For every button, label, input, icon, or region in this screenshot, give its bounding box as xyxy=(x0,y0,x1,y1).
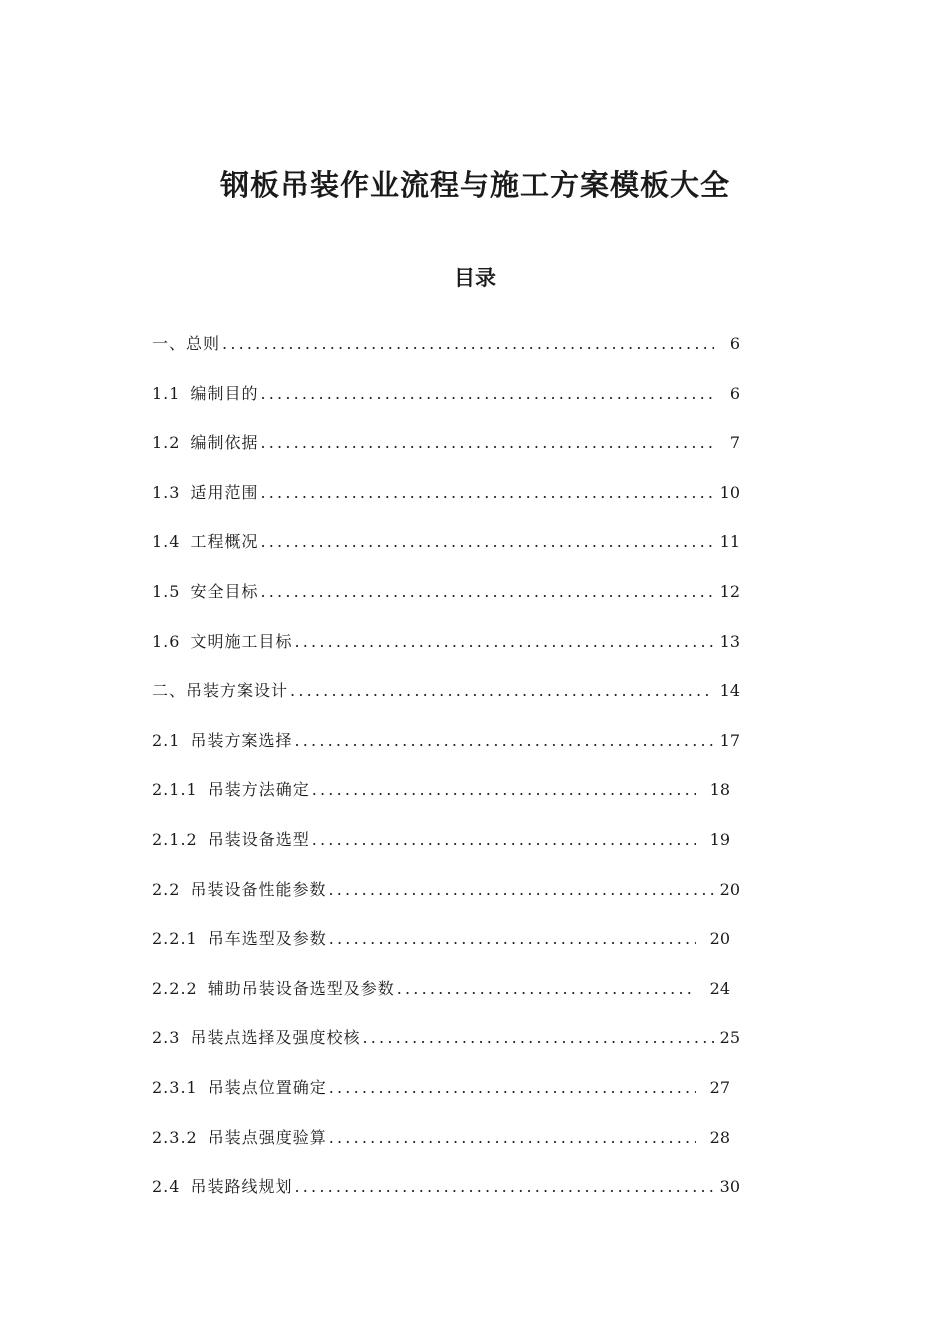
toc-entry[interactable] xyxy=(152,376,740,426)
toc-entry-label: 安全目标 xyxy=(190,581,259,601)
toc-entry-page: 28 xyxy=(709,1127,730,1147)
toc-entry-page: 14 xyxy=(719,681,740,701)
toc-dot-leader xyxy=(328,872,714,908)
toc-entry-page: 6 xyxy=(729,383,740,403)
toc-entry[interactable] xyxy=(152,425,740,475)
toc-entry-page: 27 xyxy=(709,1077,730,1097)
toc-dot-leader xyxy=(294,723,714,759)
toc-heading: 目录 xyxy=(454,266,496,290)
toc-dot-leader xyxy=(294,1169,714,1205)
toc-entry[interactable] xyxy=(152,1169,740,1219)
toc-entry-label: 吊装点强度验算 xyxy=(207,1127,327,1147)
toc-dot-leader xyxy=(294,624,714,660)
toc-entry-page: 6 xyxy=(729,334,740,353)
toc-entry[interactable] xyxy=(152,673,740,723)
toc-entry-number: 1.6 xyxy=(152,631,181,651)
toc-dot-leader xyxy=(329,921,696,957)
toc-entry[interactable] xyxy=(152,574,740,624)
toc-entry-label: 吊装设备性能参数 xyxy=(190,879,327,899)
toc-entry-number: 1.1 xyxy=(152,383,181,403)
toc-entry-page: 13 xyxy=(719,631,740,651)
toc-dot-leader xyxy=(329,1070,696,1106)
toc-entry[interactable] xyxy=(152,475,740,525)
toc-entry-label: 吊装点选择及强度校核 xyxy=(190,1028,361,1048)
toc-entry-label: 工程概况 xyxy=(190,532,259,552)
toc-entry-label: 吊装方案设计 xyxy=(186,681,289,701)
toc-entry-number: 2.2.1 xyxy=(152,929,198,949)
toc-entry-page: 10 xyxy=(719,482,740,502)
toc-entry[interactable] xyxy=(152,723,740,773)
toc-entry-page: 24 xyxy=(709,978,730,998)
toc-entry-number: 1.5 xyxy=(152,581,181,601)
toc-dot-leader xyxy=(312,772,696,808)
toc-dot-leader xyxy=(312,822,696,858)
toc-entry-label: 文明施工目标 xyxy=(190,631,293,651)
toc-entry[interactable] xyxy=(152,872,740,922)
toc-entry-number: 2.3 xyxy=(152,1028,181,1048)
toc-dot-leader xyxy=(260,574,714,610)
toc-entry[interactable] xyxy=(152,772,740,822)
toc-entry[interactable] xyxy=(152,1070,740,1120)
toc-dot-leader xyxy=(290,673,714,709)
toc-entry-page: 11 xyxy=(719,532,740,552)
toc-dot-leader xyxy=(260,475,714,511)
toc-entry-number: 2.2.2 xyxy=(152,978,198,998)
toc-dot-leader xyxy=(260,425,714,461)
toc-entry[interactable] xyxy=(152,822,740,872)
toc-dot-leader xyxy=(329,1120,696,1156)
toc-dot-leader xyxy=(397,971,696,1007)
toc-entry-label: 适用范围 xyxy=(190,482,259,502)
toc-entry-number: 2.3.1 xyxy=(152,1077,198,1097)
toc-entry[interactable] xyxy=(152,624,740,674)
toc-entry-page: 30 xyxy=(719,1177,740,1197)
toc-entry[interactable] xyxy=(152,524,740,574)
toc-entry-label: 吊装点位置确定 xyxy=(207,1077,327,1097)
toc-entry-page: 12 xyxy=(719,581,740,601)
toc-entry-label: 编制目的 xyxy=(190,383,259,403)
toc-entry-label: 编制依据 xyxy=(190,433,259,453)
toc-entry-number: 2.1 xyxy=(152,730,181,750)
toc-entry-number: 2.1.1 xyxy=(152,780,198,800)
toc-entry-page: 7 xyxy=(729,433,740,453)
toc-dot-leader xyxy=(260,376,714,412)
toc-entry-number: 1.3 xyxy=(152,482,181,502)
toc-entry-label: 吊装路线规划 xyxy=(190,1177,293,1197)
toc-entry-page: 19 xyxy=(709,829,730,849)
toc-entry-label: 吊装方案选择 xyxy=(190,730,293,750)
toc-entry-number: 1.2 xyxy=(152,433,181,453)
toc-entry-page: 18 xyxy=(709,780,730,800)
toc-entry[interactable] xyxy=(152,1120,740,1170)
toc-entry-label: 总则 xyxy=(186,334,221,353)
toc-entry-number: 2.4 xyxy=(152,1177,181,1197)
toc-entry-page: 20 xyxy=(719,879,740,899)
toc-entry[interactable] xyxy=(152,1020,740,1070)
toc-entry-label: 吊装设备选型 xyxy=(207,829,310,849)
toc-entry-label: 吊装方法确定 xyxy=(207,780,310,800)
toc-dot-leader xyxy=(222,326,714,362)
toc-entry[interactable] xyxy=(152,921,740,971)
table-of-contents xyxy=(152,326,740,1219)
toc-entry-number: 1.4 xyxy=(152,532,181,552)
toc-entry-number: 2.1.2 xyxy=(152,829,198,849)
toc-dot-leader xyxy=(260,524,714,560)
toc-entry-page: 25 xyxy=(719,1028,740,1048)
toc-entry-label: 吊车选型及参数 xyxy=(207,929,327,949)
toc-entry-page: 20 xyxy=(709,929,730,949)
toc-entry-number: 2.2 xyxy=(152,879,181,899)
toc-dot-leader xyxy=(362,1020,714,1056)
toc-entry-number: 一、 xyxy=(152,334,187,353)
toc-entry-label: 辅助吊装设备选型及参数 xyxy=(207,978,395,998)
toc-entry[interactable] xyxy=(152,326,740,376)
document-title: 钢板吊装作业流程与施工方案模板大全 xyxy=(219,168,730,202)
toc-entry-number: 2.3.2 xyxy=(152,1127,198,1147)
toc-entry-page: 17 xyxy=(719,730,740,750)
toc-entry-number: 二、 xyxy=(152,681,187,701)
toc-entry[interactable] xyxy=(152,971,740,1021)
